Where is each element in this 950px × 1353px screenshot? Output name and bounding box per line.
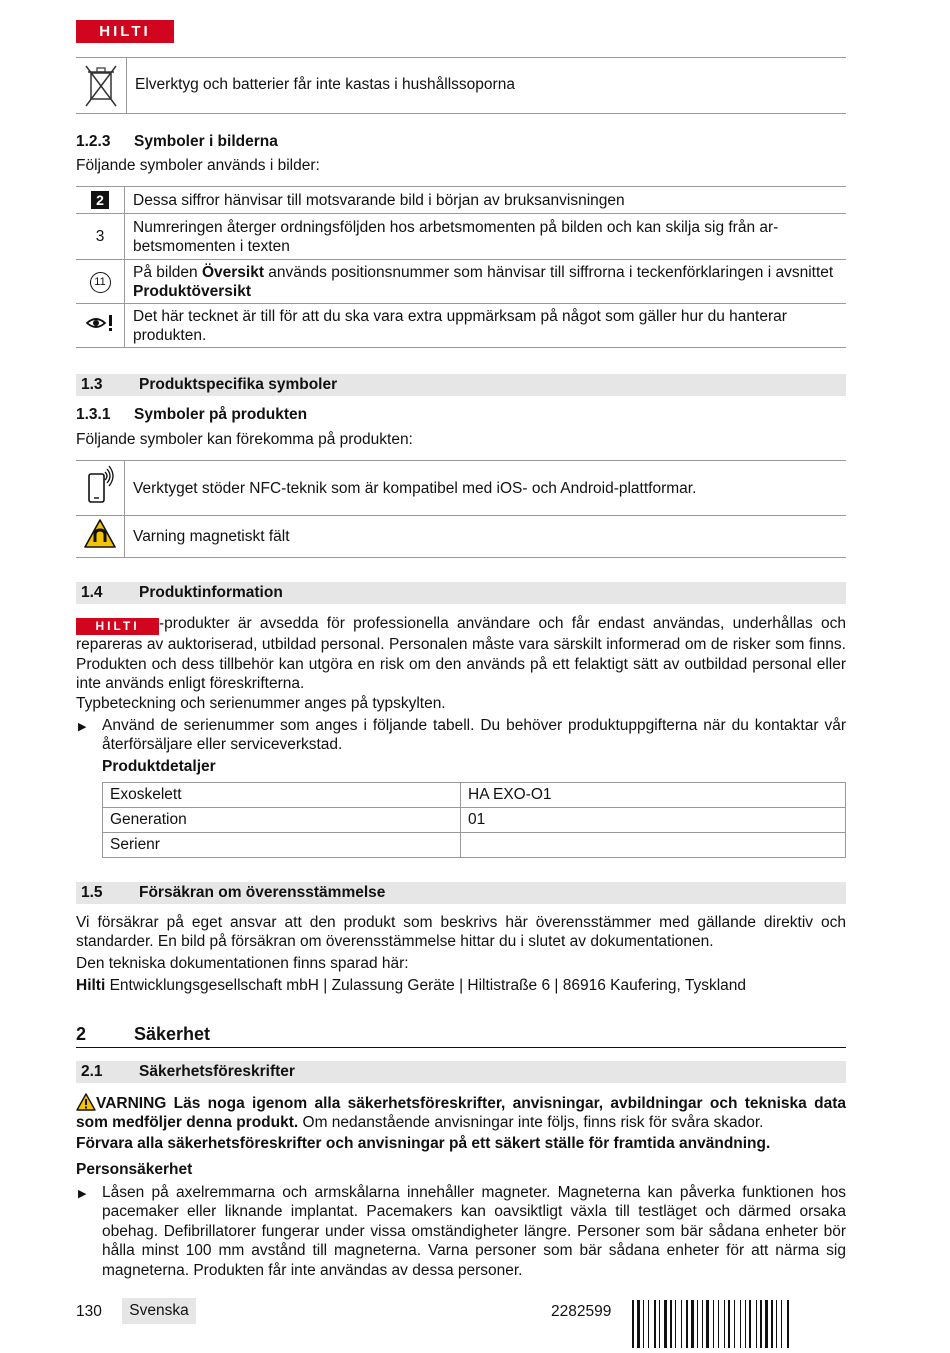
- section-1-3-1-intro: Följande symboler kan förekomma på produkten:: [76, 431, 413, 448]
- nfc-phone-icon: [76, 461, 125, 516]
- section-number: 2.1: [81, 1063, 103, 1080]
- section-1-3-1-heading: [76, 406, 307, 424]
- magnetic-field-warning-icon: [76, 516, 125, 558]
- section-number: 1.3: [81, 376, 103, 393]
- hilti-logo: HILTI: [76, 20, 174, 43]
- product-info-paragraph: HILTI -produkter är avsedda för professionella användare och får endast användas, underhållas och repareras av auktoriserad, utbildad personal. Personalen måste vara särskilt informerad om de risker som finns. Produkten och dess tillbehör kan utgöra en risk om den används på ett felaktigt sätt av outbildad personal eller inte används enligt föreskrifterna.: [76, 615, 846, 693]
- conformity-paragraph: Vi försäkrar på eget ansvar att den produkt som beskrivs här överensstämmer med gällande direktiv och standarder. En bild på försäkran om överensstämmelse hittar du i slutet av dokumentationen.: [76, 914, 846, 951]
- table-row: [103, 808, 846, 833]
- tech-doc-text: Den tekniska dokumentationen finns sparad här:: [76, 955, 409, 972]
- disposal-row: [76, 57, 846, 114]
- type-info-text: Typbeteckning och serienummer anges på typskylten.: [76, 695, 446, 712]
- section-title: Produktinformation: [139, 584, 283, 601]
- section-title: Försäkran om överensstämmelse: [139, 884, 386, 901]
- detail-value: 01: [461, 808, 846, 833]
- table-row: [76, 461, 846, 516]
- section-title: Produktspecifika symboler: [139, 376, 338, 393]
- section-number: 1.5: [81, 884, 103, 901]
- address-text: Hilti Entwicklungsgesellschaft mbH | Zulassung Geräte | Hiltistraße 6 | 86916 Kaufering, Tyskland: [76, 977, 746, 994]
- language-badge: Svenska: [122, 1298, 196, 1324]
- section-number: 1.3.1: [76, 406, 111, 423]
- detail-value: HA EXO-O1: [461, 783, 846, 808]
- crossed-bin-icon: [76, 58, 127, 113]
- image-symbols-table: [76, 186, 846, 348]
- disposal-text: Elverktyg och batterier får inte kastas i hushållssoporna: [135, 76, 515, 93]
- table-row: [76, 214, 846, 260]
- section-1-2-3-intro: Följande symboler används i bilder:: [76, 157, 320, 174]
- bullet-arrow-icon: ▶: [78, 1188, 87, 1200]
- symbol-description: Verktyget stöder NFC-teknik som är kompatibel med iOS- och Android-plattformar.: [133, 479, 697, 497]
- section-title: Säkerhetsföreskrifter: [139, 1063, 295, 1080]
- symbol-description: Numreringen återger ordningsföljden hos arbetsmomenten på bilden och kan skilja sig från ar- betsmomenten i texten: [133, 218, 779, 255]
- bullet-arrow-icon: ▶: [78, 721, 87, 733]
- section-number: 1.2.3: [76, 133, 111, 150]
- section-2-1-heading: [76, 1061, 846, 1083]
- document-code: 2282599: [551, 1303, 612, 1320]
- detail-label: Exoskelett: [103, 783, 461, 808]
- barcode: [632, 1300, 846, 1348]
- detail-label: Serienr: [103, 833, 461, 858]
- detail-value[interactable]: [461, 833, 846, 858]
- magnet-bullet-text: Låsen på axelremmarna och armskålarna innehåller magneter. Magneterna kan påverka funktionen hos pacemaker eller liknande implantat. Pacemakers kan oavsiktligt växla till testläget och därmed orsaka obehag. Defibrillatorer fungerar under vissa omständigheter längre. Personer som bär sådana enheter bör hålla minst 100 mm avstånd till magneterna. Varna personer som bär sådana enheter för att närma sig magneterna. Produkten får inte användas av dessa personer.: [102, 1184, 846, 1279]
- personal-safety-heading: Personsäkerhet: [76, 1161, 193, 1178]
- section-1-4-heading: [76, 582, 846, 604]
- symbol-description: Varning magnetiskt fält: [133, 528, 290, 545]
- section-number: 1.4: [81, 584, 103, 601]
- hilti-inline-logo: HILTI: [76, 618, 159, 635]
- section-title: Symboler i bilderna: [134, 133, 278, 150]
- serial-bullet-text: Använd de serienummer som anges i följande tabell. Du behöver produktuppgifterna när du kontaktar vår återförsäljare eller serviceverkstad.: [102, 717, 846, 754]
- symbol-description: Det här tecknet är till för att du ska vara extra uppmärksam på något som gäller hur du hanterar produkten.: [133, 307, 787, 344]
- symbol-description: Dessa siffror hänvisar till motsvarande bild i början av bruksanvisningen: [133, 191, 625, 209]
- table-row: [76, 260, 846, 304]
- chapter-title: Säkerhet: [134, 1024, 211, 1044]
- table-row: [103, 833, 846, 858]
- product-symbols-table: [76, 460, 846, 558]
- figure-number-icon: 2: [76, 187, 125, 214]
- section-1-2-3-heading: [76, 133, 278, 151]
- section-1-3-heading: [76, 374, 846, 396]
- product-details-table: [102, 782, 846, 858]
- table-row: [76, 516, 846, 558]
- table-row: [76, 187, 846, 214]
- section-1-5-heading: [76, 882, 846, 904]
- eye-attention-icon: [76, 304, 125, 348]
- section-title: Symboler på produkten: [134, 406, 308, 423]
- table-row: [76, 304, 846, 348]
- step-number-icon: 3: [76, 214, 125, 260]
- table-row: [103, 783, 846, 808]
- page-number: 130: [76, 1303, 102, 1320]
- product-details-title: Produktdetaljer: [102, 758, 216, 775]
- position-number-icon: 11: [76, 260, 125, 304]
- warning-paragraph: VARNING Läs noga igenom alla säkerhetsföreskrifter, anvisningar, avbildningar och tekniska data som medföljer denna produkt. Om nedanstående anvisningar inte följs, finns risk för svåra skador.: [76, 1095, 846, 1132]
- store-instructions: Förvara alla säkerhetsföreskrifter och anvisningar på ett säkert ställe för framtida användning.: [76, 1135, 771, 1152]
- detail-label: Generation: [103, 808, 461, 833]
- chapter-2-heading: [76, 1024, 846, 1048]
- symbol-description: På bilden Översikt används positionsnummer som hänvisar till siffrorna i teckenförklaringen i avsnittet Produktöversikt: [133, 263, 834, 300]
- warning-triangle-icon: [76, 1093, 96, 1111]
- chapter-number: 2: [76, 1024, 87, 1044]
